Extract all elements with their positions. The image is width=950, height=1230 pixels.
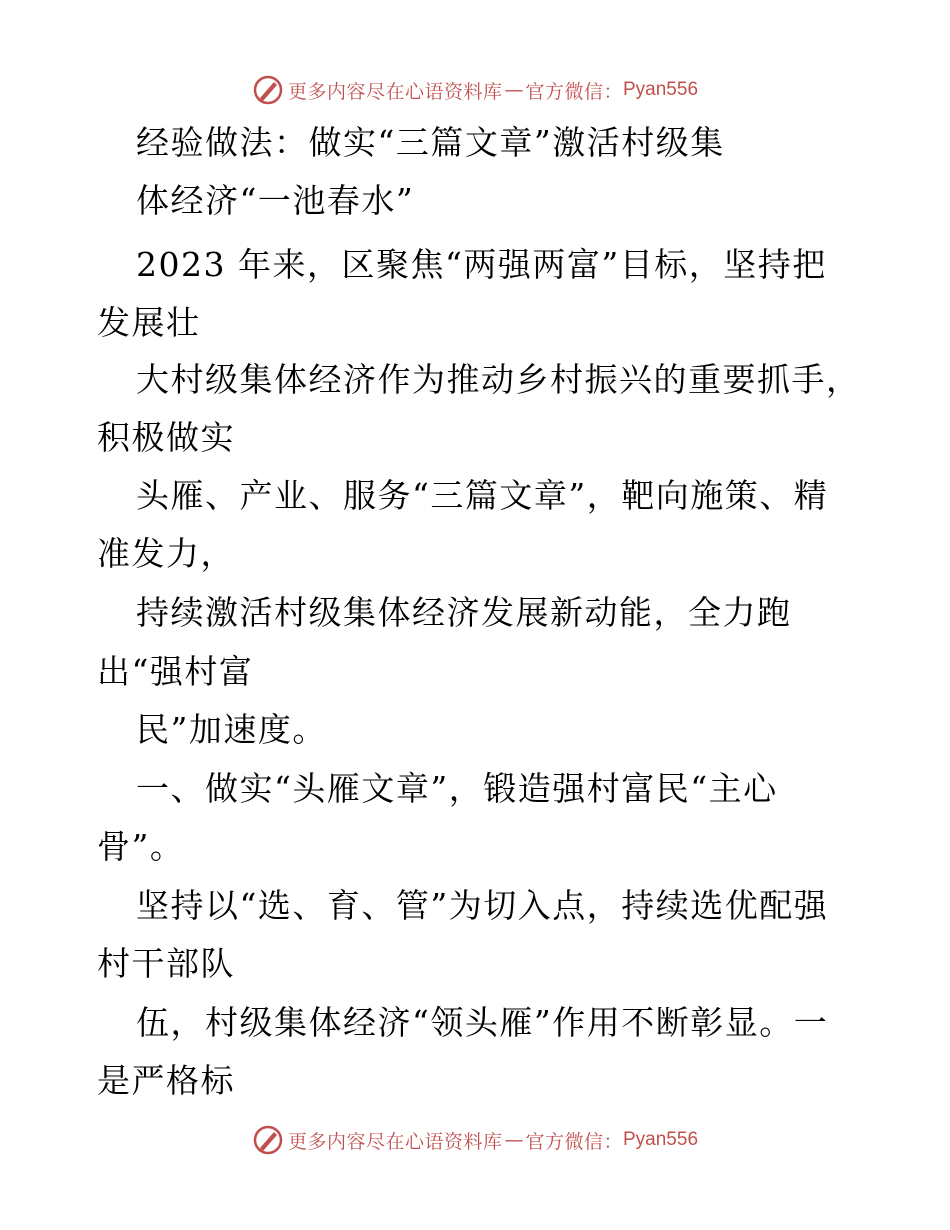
body-line: 民”加速度。	[136, 710, 327, 749]
watermark-account: Pyan556	[623, 79, 699, 100]
body-line: 体经济“一池春水”	[136, 181, 415, 220]
watermark-official-label: 官方微信：	[525, 80, 623, 103]
watermark-account: Pyan556	[623, 1129, 699, 1150]
body-line: 2023 年来，区聚焦“两强两富”目标，坚持把	[136, 245, 827, 284]
header-watermark	[0, 70, 950, 110]
body-line: 伍，村级集体经济“领头雁”作用不断彰显。一	[136, 1003, 829, 1042]
body-line: 一、做实“头雁文章”，锻造强村富民“主心	[136, 769, 778, 808]
body-line: 持续激活村级集体经济发展新动能，全力跑	[136, 593, 792, 632]
pen-seal-icon	[252, 1124, 284, 1156]
watermark-text: 更多内容尽在心语资料库	[287, 80, 503, 103]
body-line: 大村级集体经济作为推动乡村振兴的重要抓手，	[136, 360, 861, 399]
body-line: 坚持以“选、育、管”为切入点，持续选优配强	[136, 886, 829, 925]
watermark-separator: —	[504, 79, 524, 101]
body-line: 骨”。	[97, 827, 185, 866]
footer-watermark	[0, 1120, 950, 1160]
body-line: 头雁、产业、服务“三篇文章”，靶向施策、精	[136, 476, 829, 515]
body-line: 积极做实	[97, 418, 235, 457]
body-line: 经验做法：做实“三篇文章”激活村级集	[136, 123, 725, 162]
body-line: 出“强村富	[97, 652, 254, 691]
body-line: 发展壮	[97, 303, 201, 342]
pen-seal-icon	[252, 74, 284, 106]
body-line: 准发力，	[97, 534, 235, 573]
watermark-official-label: 官方微信：	[525, 1130, 623, 1153]
body-line: 是严格标	[97, 1061, 235, 1100]
watermark-text: 更多内容尽在心语资料库	[287, 1130, 503, 1153]
body-line: 村干部队	[97, 944, 235, 983]
watermark-separator: —	[504, 1129, 524, 1151]
